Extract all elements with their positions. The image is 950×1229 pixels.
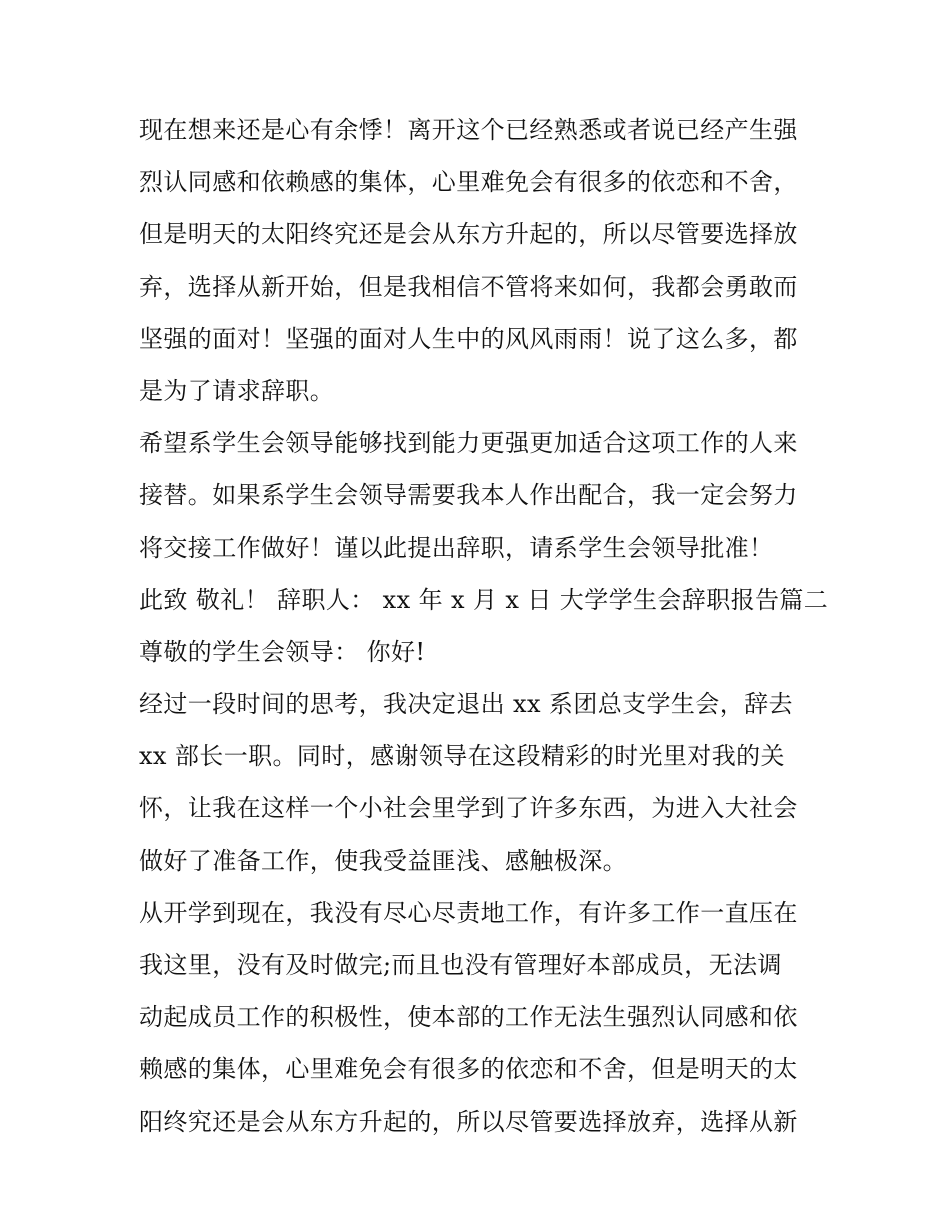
text-line: 动起成员工作的积极性，使本部的工作无法生强烈认同感和依 xyxy=(139,1003,798,1032)
text-line: 经过一段时间的思考，我决定退出 xx 系团总支学生会，辞去 xyxy=(139,690,793,719)
text-line: 坚强的面对！坚强的面对人生中的风风雨雨！说了这么多，都 xyxy=(139,324,798,353)
text-line: 做好了准备工作，使我受益匪浅、感触极深。 xyxy=(139,846,627,875)
text-line: 接替。如果系学生会领导需要我本人作出配合，我一定会努力 xyxy=(139,481,798,510)
text-line: 此致 敬礼！ 辞职人： xx 年 x 月 x 日 大学学生会辞职报告篇二 xyxy=(139,585,829,614)
document-body xyxy=(139,110,829,1154)
text-line: 希望系学生会领导能够找到能力更强更加适合这项工作的人来 xyxy=(139,429,798,458)
text-line: 阳终究还是会从东方升起的，所以尽管要选择放弃，选择从新 xyxy=(139,1107,798,1136)
text-line: 赖感的集体，心里难免会有很多的依恋和不舍，但是明天的太 xyxy=(139,1055,798,1084)
text-line: 从开学到现在，我没有尽心尽责地工作，有许多工作一直压在 xyxy=(139,898,798,927)
text-line: 现在想来还是心有余悸！离开这个已经熟悉或者说已经产生强 xyxy=(139,116,798,144)
text-line: 将交接工作做好！谨以此提出辞职，请系学生会领导批准！ xyxy=(139,533,774,562)
text-line: 我这里，没有及时做完;而且也没有管理好本部成员，无法调 xyxy=(139,951,782,979)
text-line: 尊敬的学生会领导： 你好! xyxy=(139,637,426,666)
text-line: 烈认同感和依赖感的集体，心里难免会有很多的依恋和不舍， xyxy=(139,168,798,197)
text-line: 但是明天的太阳终究还是会从东方升起的，所以尽管要选择放 xyxy=(139,220,798,249)
text-line: 怀，让我在这样一个小社会里学到了许多东西，为进入大社会 xyxy=(139,794,798,823)
text-line: 是为了请求辞职。 xyxy=(139,376,335,405)
text-line: 弃，选择从新开始，但是我相信不管将来如何，我都会勇敢而 xyxy=(139,272,798,301)
text-line: xx 部长一职。同时，感谢领导在这段精彩的时光里对我的关 xyxy=(139,742,785,771)
